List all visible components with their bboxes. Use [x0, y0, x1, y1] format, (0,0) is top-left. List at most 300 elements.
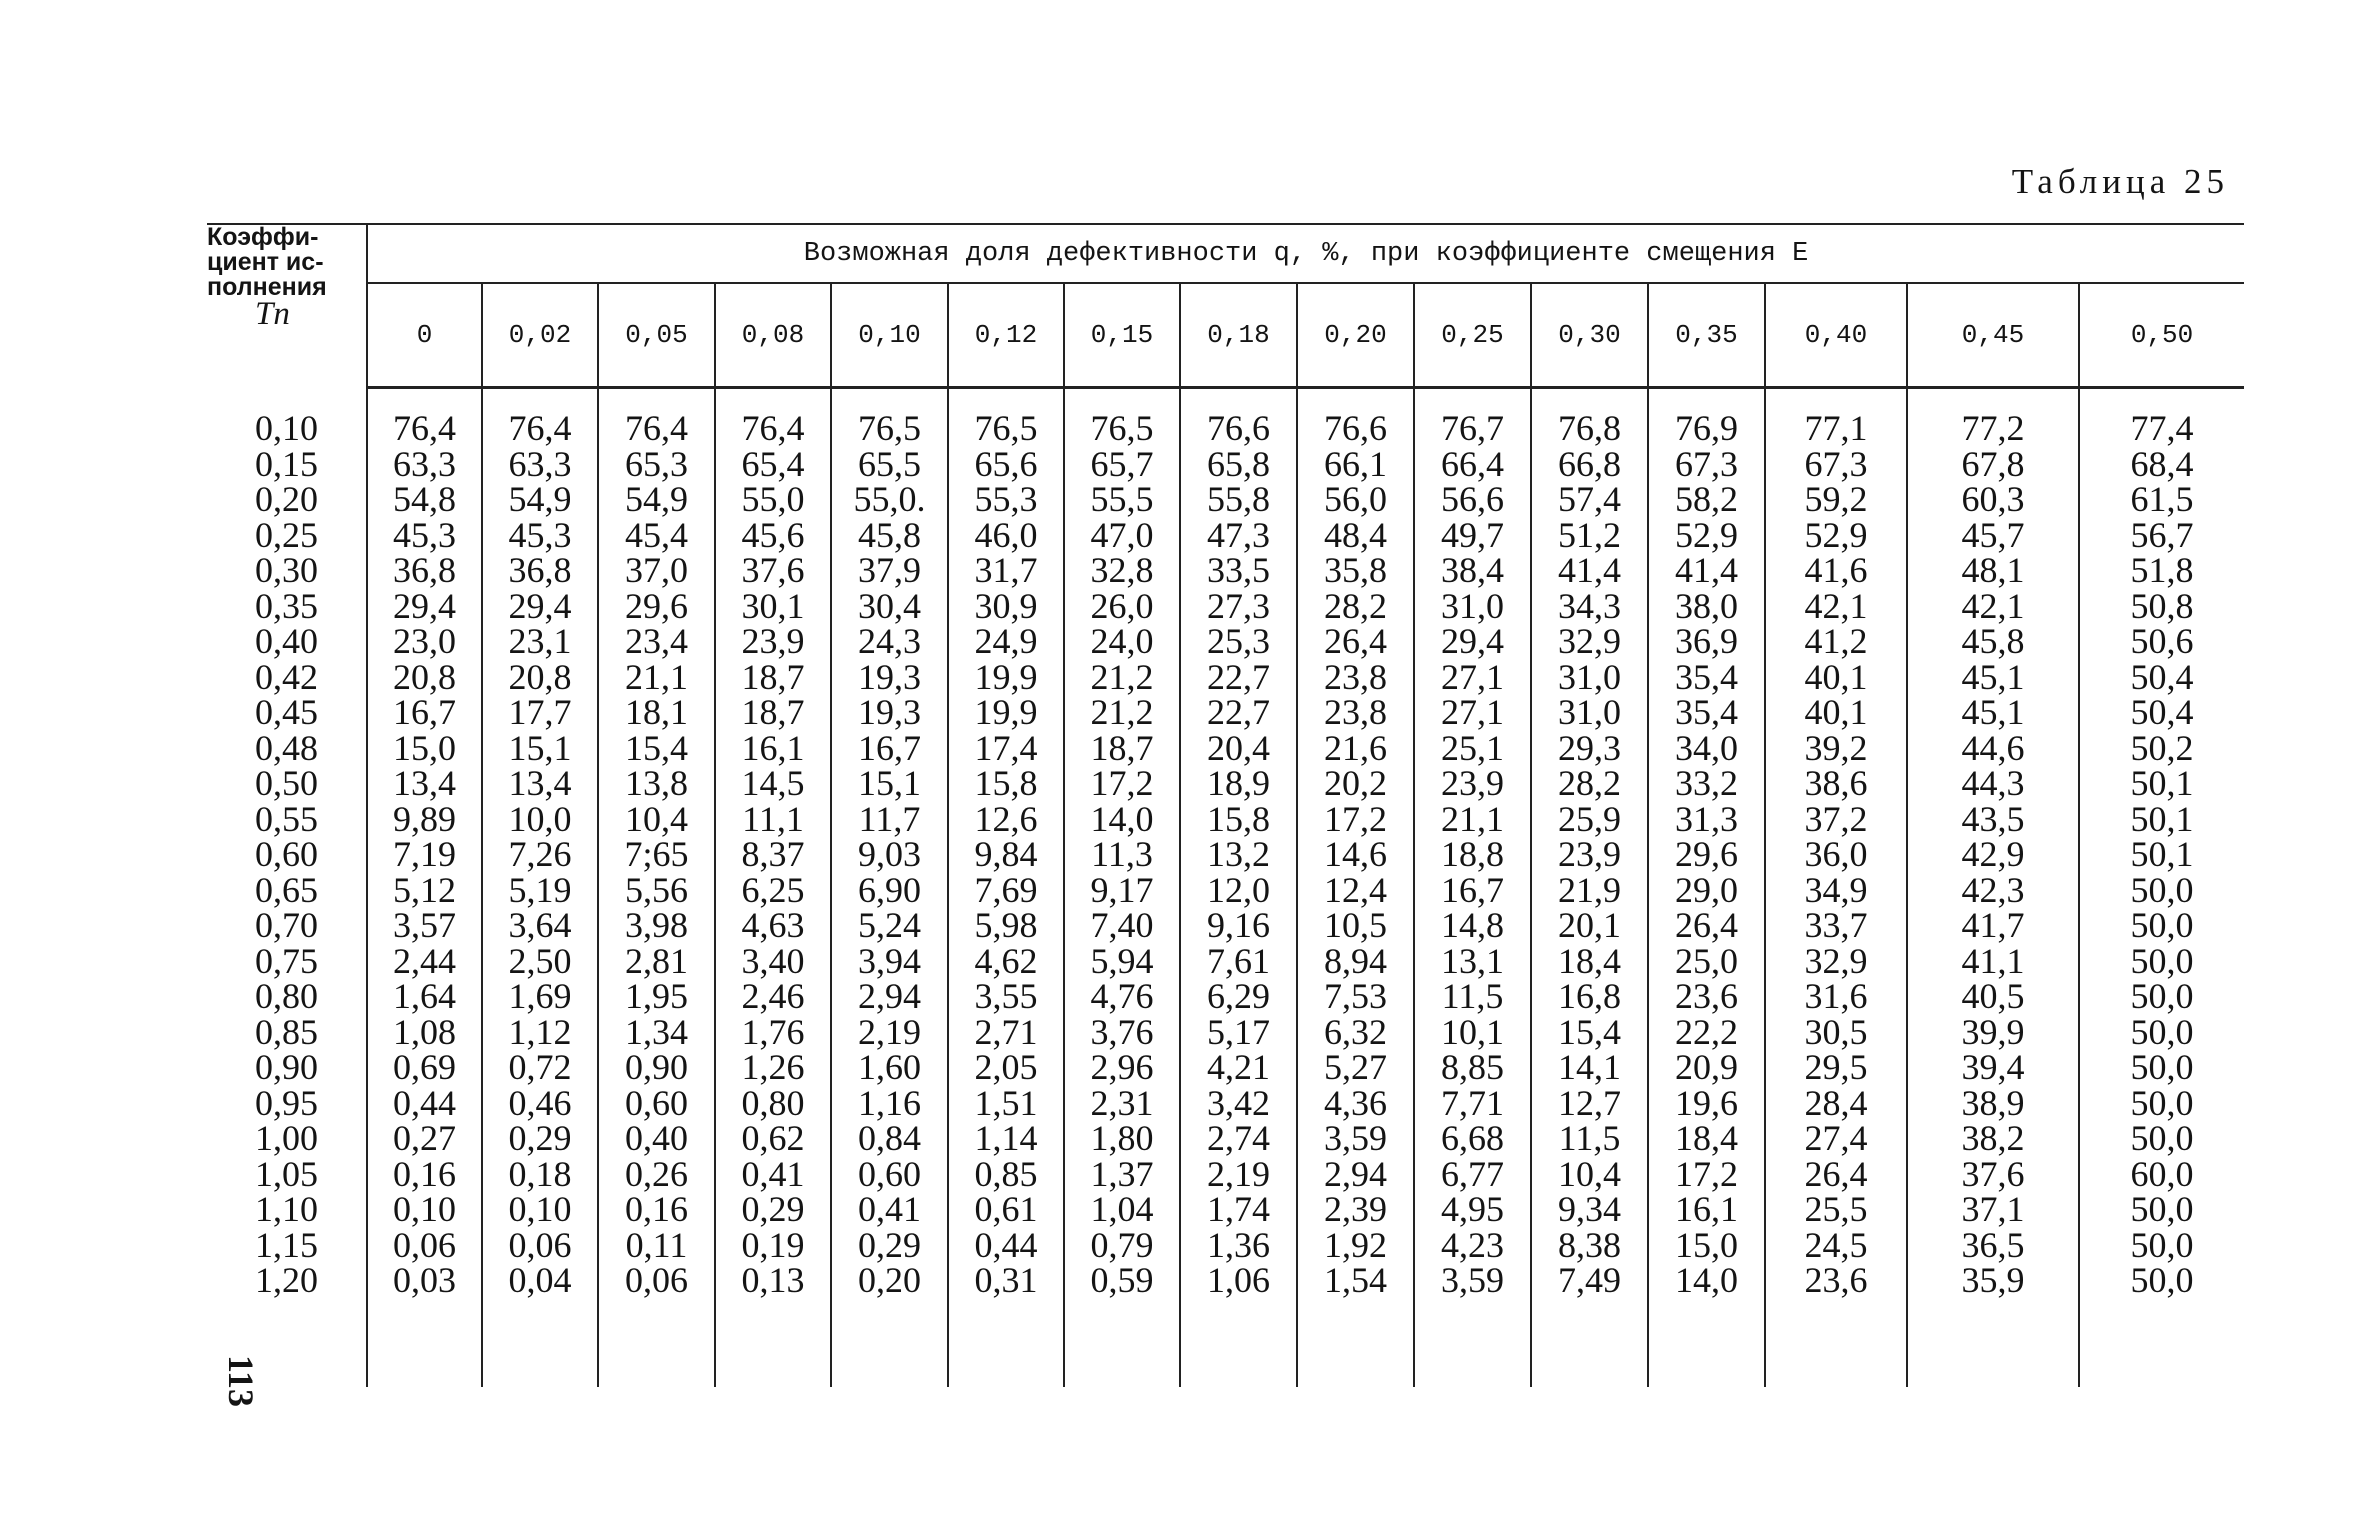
table-cell: 19,6	[1648, 1086, 1765, 1122]
table-cell: 66,4	[1414, 447, 1531, 483]
table-body	[207, 388, 2244, 1387]
tn-value: 0,35	[255, 585, 318, 626]
table-cell: 29,4	[1414, 624, 1531, 660]
table-cell: 3,98	[598, 908, 715, 944]
column-header: 0,40	[1765, 283, 1907, 388]
table-cell: 67,3	[1765, 447, 1907, 483]
table-cell: 50,1	[2079, 766, 2244, 802]
table-row	[207, 1015, 2244, 1051]
table-cell: 2,74	[1180, 1121, 1297, 1157]
group-header: Возможная доля дефективности q, %, при коэффициенте смещения E	[367, 224, 2244, 283]
table-cell: 2,96	[1064, 1050, 1180, 1086]
table-cell: 0,29	[715, 1192, 831, 1228]
table-cell: 47,3	[1180, 518, 1297, 554]
table-cell: 0,79	[1064, 1228, 1180, 1264]
table-cell: 4,21	[1180, 1050, 1297, 1086]
table-cell: 38,9	[1907, 1086, 2079, 1122]
table-cell: 15,8	[1180, 802, 1297, 838]
tail-cell	[1064, 1299, 1180, 1387]
table-cell: 35,9	[1907, 1263, 2079, 1299]
table-cell: 49,7	[1414, 518, 1531, 554]
table-cell: 0,61	[948, 1192, 1064, 1228]
table-row	[207, 873, 2244, 909]
page-number: 113	[221, 1355, 261, 1408]
table-cell: 0,10	[367, 1192, 482, 1228]
table-cell: 37,1	[1907, 1192, 2079, 1228]
table-cell: 13,1	[1414, 944, 1531, 980]
table-cell: 36,8	[482, 553, 598, 589]
table-cell: 2,31	[1064, 1086, 1180, 1122]
tn-value: 0,20	[255, 479, 318, 520]
table-cell: 30,9	[948, 589, 1064, 625]
table-cell: 3,59	[1414, 1263, 1531, 1299]
table-cell: 42,3	[1907, 873, 2079, 909]
table-cell: 27,1	[1414, 695, 1531, 731]
column-header: 0	[367, 283, 482, 388]
table-cell: 0,03	[367, 1263, 482, 1299]
table-cell: 42,1	[1765, 589, 1907, 625]
column-header: 0,20	[1297, 283, 1414, 388]
table-cell: 23,8	[1297, 660, 1414, 696]
table-row	[207, 589, 2244, 625]
table-cell: 23,9	[1531, 837, 1648, 873]
table-cell: 76,5	[1064, 411, 1180, 447]
table-cell: 12,0	[1180, 873, 1297, 909]
table-cell: 8,38	[1531, 1228, 1648, 1264]
table-cell: 11,5	[1531, 1121, 1648, 1157]
column-header: 0,50	[2079, 283, 2244, 388]
table-cell: 24,3	[831, 624, 948, 660]
table-cell: 1,26	[715, 1050, 831, 1086]
table-cell: 2,19	[831, 1015, 948, 1051]
table-cell: 31,7	[948, 553, 1064, 589]
table-cell: 19,9	[948, 660, 1064, 696]
table-cell: 54,9	[482, 482, 598, 518]
table-cell: 42,1	[1907, 589, 2079, 625]
table-cell: 77,2	[1907, 411, 2079, 447]
table-cell: 32,8	[1064, 553, 1180, 589]
table-cell: 37,6	[1907, 1157, 2079, 1193]
table-cell: 38,6	[1765, 766, 1907, 802]
table-cell: 2,39	[1297, 1192, 1414, 1228]
table-cell: 1,54	[1297, 1263, 1414, 1299]
table-cell: 0,41	[831, 1192, 948, 1228]
column-header: 0,35	[1648, 283, 1765, 388]
table-cell: 41,4	[1531, 553, 1648, 589]
table-cell: 0,18	[482, 1157, 598, 1193]
table-cell: 12,4	[1297, 873, 1414, 909]
tail-cell	[1765, 1299, 1907, 1387]
table-cell: 0,59	[1064, 1263, 1180, 1299]
tn-value: 1,15	[255, 1224, 318, 1265]
table-cell: 0,44	[948, 1228, 1064, 1264]
table-cell: 7,69	[948, 873, 1064, 909]
table-cell: 0,80	[715, 1086, 831, 1122]
table-cell: 0,40	[598, 1121, 715, 1157]
table-cell: 41,6	[1765, 553, 1907, 589]
table-cell: 25,3	[1180, 624, 1297, 660]
table-row	[207, 447, 2244, 483]
table-cell: 5,24	[831, 908, 948, 944]
table-cell: 14,5	[715, 766, 831, 802]
tn-value: 0,15	[255, 443, 318, 484]
table-cell: 10,4	[1531, 1157, 1648, 1193]
table-cell: 33,5	[1180, 553, 1297, 589]
table-cell: 1,14	[948, 1121, 1064, 1157]
table-cell: 65,7	[1064, 447, 1180, 483]
table-cell: 3,64	[482, 908, 598, 944]
table-cell: 56,6	[1414, 482, 1531, 518]
table-cell: 25,1	[1414, 731, 1531, 767]
tail-cell	[2079, 1299, 2244, 1387]
table-cell: 0,04	[482, 1263, 598, 1299]
table-row	[207, 553, 2244, 589]
table-cell: 32,9	[1531, 624, 1648, 660]
table-cell: 30,1	[715, 589, 831, 625]
tn-value: 1,10	[255, 1189, 318, 1230]
table-cell: 50,0	[2079, 1086, 2244, 1122]
table-cell: 0,60	[598, 1086, 715, 1122]
table-cell: 50,0	[2079, 944, 2244, 980]
table-cell: 22,7	[1180, 695, 1297, 731]
table-cell: 21,2	[1064, 695, 1180, 731]
table-cell: 15,1	[831, 766, 948, 802]
table-cell: 36,5	[1907, 1228, 2079, 1264]
table-cell: 12,6	[948, 802, 1064, 838]
table-cell: 51,8	[2079, 553, 2244, 589]
table-cell: 24,0	[1064, 624, 1180, 660]
tn-value: 0,42	[255, 656, 318, 697]
table-cell: 14,0	[1064, 802, 1180, 838]
table-cell: 5,17	[1180, 1015, 1297, 1051]
tail-cell	[367, 1299, 482, 1387]
table-cell: 6,90	[831, 873, 948, 909]
table-cell: 0,62	[715, 1121, 831, 1157]
table-cell: 52,9	[1765, 518, 1907, 554]
table-cell: 68,4	[2079, 447, 2244, 483]
table-row	[207, 660, 2244, 696]
table-cell: 45,4	[598, 518, 715, 554]
table-cell: 5,98	[948, 908, 1064, 944]
table-cell: 23,0	[367, 624, 482, 660]
table-cell: 50,0	[2079, 1263, 2244, 1299]
table-cell: 39,2	[1765, 731, 1907, 767]
table-cell: 36,8	[367, 553, 482, 589]
tn-value: 0,80	[255, 976, 318, 1017]
table-cell: 38,4	[1414, 553, 1531, 589]
table-cell: 10,0	[482, 802, 598, 838]
tn-value: 0,70	[255, 905, 318, 946]
table-cell: 20,8	[367, 660, 482, 696]
table-row	[207, 695, 2244, 731]
table-cell: 26,0	[1064, 589, 1180, 625]
table-cell: 17,2	[1648, 1157, 1765, 1193]
table-cell: 45,8	[1907, 624, 2079, 660]
table-cell: 7,71	[1414, 1086, 1531, 1122]
table-cell: 50,0	[2079, 908, 2244, 944]
table-cell: 33,2	[1648, 766, 1765, 802]
table-cell: 76,6	[1180, 411, 1297, 447]
table-cell: 59,2	[1765, 482, 1907, 518]
table-cell: 1,12	[482, 1015, 598, 1051]
table-cell: 35,4	[1648, 695, 1765, 731]
table-cell: 60,0	[2079, 1157, 2244, 1193]
table-cell: 35,4	[1648, 660, 1765, 696]
table-cell: 3,76	[1064, 1015, 1180, 1051]
tn-value: 0,60	[255, 834, 318, 875]
tail-cell	[1531, 1299, 1648, 1387]
tn-value: 0,90	[255, 1047, 318, 1088]
tail-cell	[1648, 1299, 1765, 1387]
table-cell: 45,7	[1907, 518, 2079, 554]
table-cell: 54,8	[367, 482, 482, 518]
table-cell: 20,1	[1531, 908, 1648, 944]
table-cell: 4,95	[1414, 1192, 1531, 1228]
table-cell: 66,8	[1531, 447, 1648, 483]
row-header-line: полнения	[207, 273, 327, 301]
table-cell: 43,5	[1907, 802, 2079, 838]
table-cell: 0,06	[598, 1263, 715, 1299]
table-cell: 63,3	[482, 447, 598, 483]
table-cell: 0,29	[831, 1228, 948, 1264]
table-row	[207, 837, 2244, 873]
table-cell: 7,40	[1064, 908, 1180, 944]
table-title: Таблица 25	[2011, 162, 2229, 201]
table-cell: 29,6	[1648, 837, 1765, 873]
tail-cell	[598, 1299, 715, 1387]
table-cell: 18,9	[1180, 766, 1297, 802]
table-cell: 31,0	[1531, 695, 1648, 731]
table-cell: 0,10	[482, 1192, 598, 1228]
table-cell: 36,0	[1765, 837, 1907, 873]
table-cell: 29,5	[1765, 1050, 1907, 1086]
table-cell: 1,74	[1180, 1192, 1297, 1228]
table-cell: 31,0	[1414, 589, 1531, 625]
table-cell: 29,3	[1531, 731, 1648, 767]
table-cell: 37,6	[715, 553, 831, 589]
tn-value: 0,40	[255, 621, 318, 662]
table-cell: 50,0	[2079, 979, 2244, 1015]
table-cell: 63,3	[367, 447, 482, 483]
table-cell: 76,4	[598, 411, 715, 447]
table-cell: 6,32	[1297, 1015, 1414, 1051]
table-cell: 20,2	[1297, 766, 1414, 802]
table-cell: 0,26	[598, 1157, 715, 1193]
table-cell: 50,6	[2079, 624, 2244, 660]
table-cell: 1,34	[598, 1015, 715, 1051]
table-row	[207, 518, 2244, 554]
table-cell: 50,1	[2079, 802, 2244, 838]
table-cell: 1,08	[367, 1015, 482, 1051]
table-cell: 13,4	[482, 766, 598, 802]
table-cell: 76,4	[367, 411, 482, 447]
table-cell: 23,6	[1765, 1263, 1907, 1299]
table-cell: 41,4	[1648, 553, 1765, 589]
column-header-row	[207, 283, 2244, 388]
table-cell: 17,2	[1064, 766, 1180, 802]
table-cell: 2,44	[367, 944, 482, 980]
table-cell: 47,0	[1064, 518, 1180, 554]
table-cell: 9,17	[1064, 873, 1180, 909]
table-cell: 50,8	[2079, 589, 2244, 625]
table-cell: 7;65	[598, 837, 715, 873]
column-header: 0,30	[1531, 283, 1648, 388]
table-cell: 50,4	[2079, 695, 2244, 731]
table-cell: 1,06	[1180, 1263, 1297, 1299]
table-cell: 29,4	[482, 589, 598, 625]
tail-cell	[948, 1299, 1064, 1387]
table-cell: 16,7	[1414, 873, 1531, 909]
table-cell: 50,0	[2079, 1121, 2244, 1157]
tn-value: 0,10	[255, 408, 318, 449]
table-cell: 28,2	[1531, 766, 1648, 802]
table-row	[207, 1086, 2244, 1122]
table-cell: 4,36	[1297, 1086, 1414, 1122]
table-cell: 76,9	[1648, 411, 1765, 447]
table-row	[207, 482, 2244, 518]
table-row	[207, 802, 2244, 838]
table-cell: 1,92	[1297, 1228, 1414, 1264]
tn-value: 0,55	[255, 798, 318, 839]
table-cell: 50,4	[2079, 660, 2244, 696]
table-cell: 0,06	[482, 1228, 598, 1264]
table-cell: 20,9	[1648, 1050, 1765, 1086]
table-cell: 15,0	[367, 731, 482, 767]
table-cell: 2,50	[482, 944, 598, 980]
data-table	[207, 223, 2244, 1387]
table-cell: 22,7	[1180, 660, 1297, 696]
tail-cell	[1297, 1299, 1414, 1387]
table-row	[207, 1050, 2244, 1086]
tn-value: 0,48	[255, 727, 318, 768]
table-cell: 5,19	[482, 873, 598, 909]
table-cell: 2,05	[948, 1050, 1064, 1086]
table-cell: 25,0	[1648, 944, 1765, 980]
table-cell: 1,36	[1180, 1228, 1297, 1264]
table-cell: 6,29	[1180, 979, 1297, 1015]
table-cell: 45,1	[1907, 660, 2079, 696]
table-cell: 18,7	[715, 695, 831, 731]
tn-value: 0,85	[255, 1011, 318, 1052]
table-cell: 76,5	[948, 411, 1064, 447]
table-row	[207, 1263, 2244, 1299]
table-cell: 8,94	[1297, 944, 1414, 980]
table-cell: 50,0	[2079, 1015, 2244, 1051]
table-cell: 5,56	[598, 873, 715, 909]
table-cell: 55,5	[1064, 482, 1180, 518]
table-cell: 25,5	[1765, 1192, 1907, 1228]
table-cell: 65,4	[715, 447, 831, 483]
table-cell: 21,1	[598, 660, 715, 696]
table-cell: 3,94	[831, 944, 948, 980]
table-cell: 42,9	[1907, 837, 2079, 873]
table-cell: 15,8	[948, 766, 1064, 802]
table-cell: 16,1	[1648, 1192, 1765, 1228]
table-cell: 15,4	[1531, 1015, 1648, 1051]
table-cell: 67,8	[1907, 447, 2079, 483]
table-cell: 38,2	[1907, 1121, 2079, 1157]
table-cell: 0,19	[715, 1228, 831, 1264]
table-cell: 4,62	[948, 944, 1064, 980]
table-cell: 50,0	[2079, 873, 2244, 909]
tn-value: 0,25	[255, 514, 318, 555]
row-header-symbol: Tn	[255, 296, 290, 332]
table-cell: 1,95	[598, 979, 715, 1015]
table-cell: 21,6	[1297, 731, 1414, 767]
table-cell: 55,0	[715, 482, 831, 518]
table-cell: 45,8	[831, 518, 948, 554]
table-cell: 11,7	[831, 802, 948, 838]
table-cell: 23,4	[598, 624, 715, 660]
table-cell: 17,7	[482, 695, 598, 731]
table-cell: 34,3	[1531, 589, 1648, 625]
table-cell: 0,31	[948, 1263, 1064, 1299]
table-cell: 38,0	[1648, 589, 1765, 625]
table-row	[207, 908, 2244, 944]
table-cell: 45,3	[367, 518, 482, 554]
table-cell: 3,59	[1297, 1121, 1414, 1157]
table-cell: 66,1	[1297, 447, 1414, 483]
tn-value: 0,50	[255, 763, 318, 804]
table-cell: 0,29	[482, 1121, 598, 1157]
table-cell: 10,4	[598, 802, 715, 838]
table-cell: 2,81	[598, 944, 715, 980]
table-cell: 19,3	[831, 660, 948, 696]
table-cell: 17,2	[1297, 802, 1414, 838]
table-cell: 0,06	[367, 1228, 482, 1264]
table-cell: 27,3	[1180, 589, 1297, 625]
table-cell: 18,1	[598, 695, 715, 731]
table-cell: 48,1	[1907, 553, 2079, 589]
tn-value: 1,20	[255, 1260, 318, 1301]
table-cell: 2,46	[715, 979, 831, 1015]
column-header: 0,15	[1064, 283, 1180, 388]
table-cell: 2,71	[948, 1015, 1064, 1051]
table-cell: 0,85	[948, 1157, 1064, 1193]
table-cell: 18,4	[1531, 944, 1648, 980]
table-cell: 7,53	[1297, 979, 1414, 1015]
table-cell: 13,8	[598, 766, 715, 802]
table-cell: 58,2	[1648, 482, 1765, 518]
table-cell: 20,4	[1180, 731, 1297, 767]
table-cell: 48,4	[1297, 518, 1414, 554]
table-cell: 9,34	[1531, 1192, 1648, 1228]
table-cell: 25,9	[1531, 802, 1648, 838]
table-cell: 11,3	[1064, 837, 1180, 873]
table-cell: 15,1	[482, 731, 598, 767]
table-cell: 7,19	[367, 837, 482, 873]
table-cell: 0,13	[715, 1263, 831, 1299]
table-cell: 0,20	[831, 1263, 948, 1299]
table-cell: 67,3	[1648, 447, 1765, 483]
table-cell: 76,7	[1414, 411, 1531, 447]
table-cell: 1,76	[715, 1015, 831, 1051]
table-cell: 31,3	[1648, 802, 1765, 838]
table-cell: 28,2	[1297, 589, 1414, 625]
table-cell: 0,44	[367, 1086, 482, 1122]
tn-value: 0,95	[255, 1082, 318, 1123]
table-row	[207, 731, 2244, 767]
table-row	[207, 944, 2244, 980]
table-cell: 76,4	[482, 411, 598, 447]
table-cell: 28,4	[1765, 1086, 1907, 1122]
table-cell: 4,23	[1414, 1228, 1531, 1264]
table-cell: 50,0	[2079, 1192, 2244, 1228]
table-cell: 0,72	[482, 1050, 598, 1086]
table-cell: 1,37	[1064, 1157, 1180, 1193]
tn-value: 1,05	[255, 1153, 318, 1194]
table-cell: 1,04	[1064, 1192, 1180, 1228]
